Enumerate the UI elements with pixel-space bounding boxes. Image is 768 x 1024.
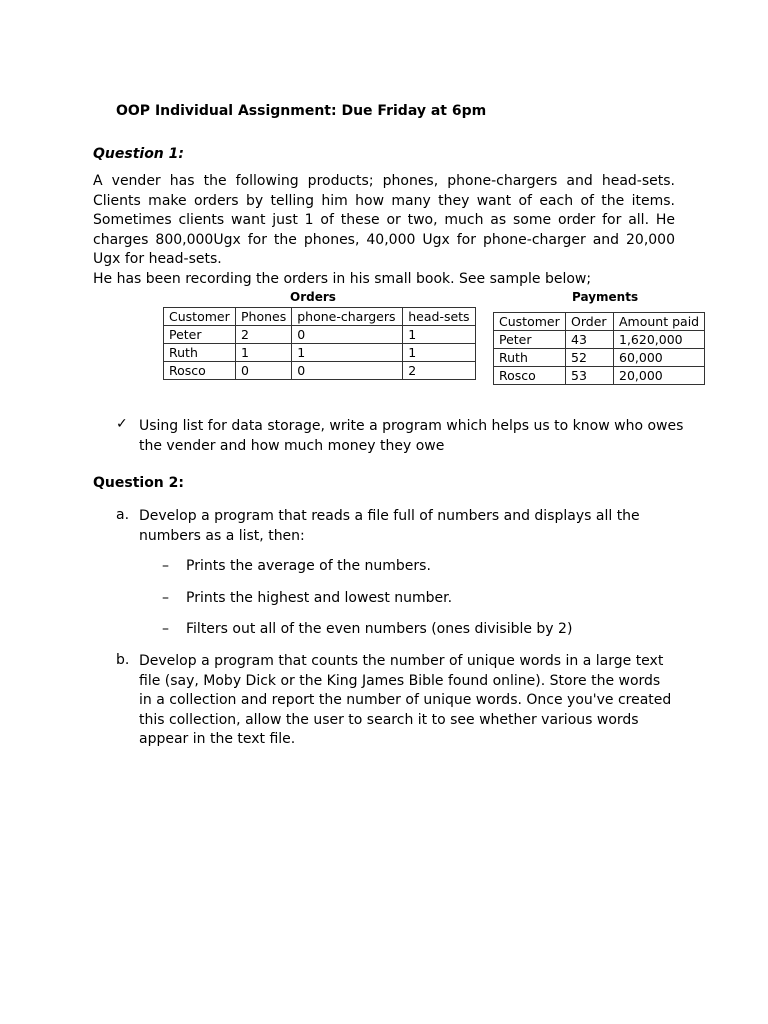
table-cell: 0 (292, 362, 403, 380)
table-cell: 20,000 (614, 367, 705, 385)
table-cell: 1 (236, 344, 292, 362)
table-cell: 0 (292, 326, 403, 344)
table-cell: 1,620,000 (614, 331, 705, 349)
sub-item-highest-lowest: Prints the highest and lowest number. (186, 590, 453, 606)
payments-table (493, 312, 705, 385)
table-cell: Rosco (164, 362, 236, 380)
table-row (164, 362, 476, 380)
sub-item-filter-even: Filters out all of the even numbers (ones divisible by 2) (186, 621, 573, 637)
payments-header-cell: Customer (494, 313, 566, 331)
table-cell: 2 (403, 362, 475, 380)
dash-bullet: – (162, 590, 169, 606)
table-cell: 43 (566, 331, 614, 349)
table-row (494, 367, 705, 385)
table-cell: Peter (494, 331, 566, 349)
question-1-paragraph (93, 172, 675, 289)
table-cell: Ruth (494, 349, 566, 367)
dash-bullet: – (162, 621, 169, 637)
table-cell: 60,000 (614, 349, 705, 367)
table-row (494, 331, 705, 349)
orders-header-row (164, 308, 476, 326)
table-cell: 1 (292, 344, 403, 362)
item-a-text: Develop a program that reads a file full of numbers and displays all the numbers as a list, then: (139, 508, 640, 544)
table-row (164, 344, 476, 362)
item-a-marker: a. (116, 507, 130, 523)
question-1-task: Using list for data storage, write a program which helps us to know who owes the vender and how much money they owe (139, 418, 684, 454)
table-cell: 52 (566, 349, 614, 367)
sub-item-average: Prints the average of the numbers. (186, 558, 431, 574)
payments-header-cell: Amount paid (614, 313, 705, 331)
payments-header-cell: Order (566, 313, 614, 331)
question-1-paragraph-main: A vender has the following products; phones, phone-chargers and head-sets. Clients make orders by telling him how many they want of each of the items. Sometimes clients want just 1 of these or two, much as some order for all. He charges 800,000Ugx for the phones, 40,000 Ugx for phone-charger and 20,000 Ugx for head-sets. (93, 173, 675, 267)
checkmark-icon: ✓ (116, 416, 128, 432)
table-cell: 1 (403, 326, 475, 344)
table-row (494, 349, 705, 367)
payments-caption: Payments (572, 290, 639, 304)
payments-header-row (494, 313, 705, 331)
table-row (164, 326, 476, 344)
table-cell: 53 (566, 367, 614, 385)
item-b-marker: b. (116, 652, 130, 668)
question-1-paragraph-last: He has been recording the orders in his small book. See sample below; (93, 270, 592, 287)
table-cell: 1 (403, 344, 475, 362)
orders-header-cell: head-sets (403, 308, 475, 326)
question-2-heading: Question 2: (93, 475, 184, 491)
orders-header-cell: phone-chargers (292, 308, 403, 326)
question-1-heading: Question 1: (93, 146, 184, 162)
table-cell: Ruth (164, 344, 236, 362)
table-cell: Peter (164, 326, 236, 344)
orders-header-cell: Phones (236, 308, 292, 326)
table-cell: Rosco (494, 367, 566, 385)
orders-header-cell: Customer (164, 308, 236, 326)
orders-caption: Orders (290, 290, 336, 304)
table-cell: 2 (236, 326, 292, 344)
orders-table (163, 307, 476, 380)
item-b-text: Develop a program that counts the number of unique words in a large text file (say, Moby Dick or the King James Bible found online). Store the words in a collection and report the number of unique words. Once you've created this collection, allow the user to search it to see whether various words appear in the text file. (139, 653, 672, 747)
document-title: OOP Individual Assignment: Due Friday at 6pm (116, 103, 487, 119)
dash-bullet: – (162, 558, 169, 574)
table-cell: 0 (236, 362, 292, 380)
